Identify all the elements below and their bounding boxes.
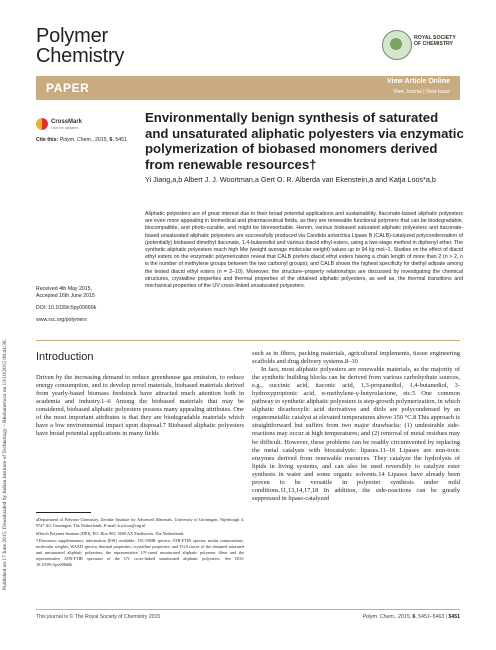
journal-url-link[interactable]: www.rsc.org/polymers <box>36 317 87 323</box>
article-type-bar <box>36 76 460 100</box>
journal-title[interactable] <box>36 26 124 66</box>
abstract: Aliphatic polyesters are of great interest due to their broad potential applications and sustainability. Itaconate-based aliphatic polyesters are even more appealing in biomedical and pharmaceutical fields, as they are renewable functional polymers that can be biodegradable, biocompatible, and photo-curable, and might be bioresorbable. Herein, various biobased saturated aliphatic polyesters and itaconate-based unsaturated aliphatic polyesters are successfully produced via Candida antarctica Lipase B (CALB)-catalyzed polycondensation of (potentially) biobased dimethyl itaconate, 1,4-butanediol and various diacid ethyl esters, using a two-stage method in diphenyl ether. The synthetic aliphatic polyesters reach high Mw (weight average molecular weight) values up to 94 kg mol−1. Studies on the effect of diacid ethyl esters on the enzymatic polymerization reveal that CALB prefers diacid ethyl esters having a chain length of more than 2 (n > 2, n is the number of methylene groups between the two carbonyl groups); and CALB shows the highest specificity for diethyl adipate among the tested diacid ethyl esters (n = 2–10). Moreover, the structure–property relationships are discussed by investigating the chemical structures, crystalline properties and thermal properties of the obtained aliphatic polyesters, as well as, the thermal transitions and mechanical properties of the UV cross-linked unsaturated polyesters. <box>145 211 463 290</box>
journal-title-line1: Polymer <box>36 25 108 47</box>
doi-link[interactable]: DOI: 10.1039/c5py00660k <box>36 305 97 311</box>
article-type-label: PAPER <box>46 81 90 95</box>
footer-volume: 6 <box>412 614 416 620</box>
footer-pages: , 5451–5463 | <box>415 614 449 620</box>
intro-paragraph-2: In fact, most aliphatic polyesters are renewable materials, as the majority of the synthetic building blocks can be derived from various carbohydrate sources, e.g., succinic acid, itaconic acid, 1,3-propanediol, 1,4-butanediol, 3-hydroxypropionic acid, α-methylene-γ-butyrolactone, etc.5 One common pathway to synthetic aliphatic polyesters is step-growth polymerization, in which aliphatic dicarboxylic acid derivatives and diols are polycondensed by an organometallic catalyst at elevated temperatures above 150 °C.8 This approach is straightforward but suffers from two major drawbacks: (1) undesirable side-reactions may occur at high temperatures; and (2) removal of metal residues may be difficult. However, these problems can be readily circumvented by replacing the metal catalysts with biocatalysts: lipases.11–16 Lipases are non-toxic enzymes derived from renewable resources. They catalyze the hydrolysis of lipids in living systems, and can also be used reversibly to catalyze ester synthesis in water and some organic solvents.14 Lipases have already been proven to be versatile in polyester synthesis under mild conditions.11,13,14,17,18 In addition, the side-reactions can be greatly suppressed in lipase-catalyzed <box>252 366 460 502</box>
download-notice: Published on 17 June 2015. Downloaded by Indian Institute of Technology – Bhubaneswar on 13/10/2015 08:44:36. <box>2 339 8 590</box>
cite-journal: Polym. Chem. <box>59 137 93 143</box>
cite-pages: , 5451 <box>112 137 127 143</box>
journal-title-line2: Chemistry <box>36 45 125 67</box>
footnote-rule <box>36 512 91 513</box>
crossmark-label: CrossMark <box>51 119 83 125</box>
view-article-online-link[interactable]: View Article Online <box>386 78 450 85</box>
footnote-esi: †Electronic supplementary information (ESI) available: 13C-NMR spectra, ATR-FTIR spectra; molar compositions, molecular weights, WAXD spectra, thermal properties, crystalline properties, and TGA traces of the obtained saturated and unsaturated aliphatic polyesters, the representative UV-cured unsaturated aliphatic polyester films and the representative ATR-FTIR spectrum of the UV cross-linked unsaturated aliphatic polyesters. See DOI: 10.1039/c5py00660k <box>36 538 244 567</box>
rsc-crest-icon <box>382 30 412 60</box>
citation-info <box>36 137 140 144</box>
cite-prefix: Cite this: <box>36 137 59 143</box>
crossmark-icon <box>36 118 48 130</box>
cite-volume: 6 <box>109 137 113 143</box>
crossmark-badge[interactable] <box>36 118 96 132</box>
author-list: Yi Jiang,a,b Albert J. J. Woortman,a Gert O. R. Alberda van Ekenstein,a and Katja Loos*a,b <box>145 175 436 184</box>
article-title: Environmentally benign synthesis of saturated and unsaturated aliphatic polyesters via enzymatic polymerization of biobased monomers derived from renewable resources† <box>145 110 464 172</box>
rsc-logo[interactable] <box>382 28 460 64</box>
footer-journal: Polym. Chem., 2015, <box>362 614 413 620</box>
introduction-heading: Introduction <box>36 351 94 363</box>
footer-page-number: 5451 <box>448 614 460 620</box>
section-divider <box>36 340 460 341</box>
footer-page-info <box>363 614 460 620</box>
accepted-date: Accepted 16th June 2015 <box>36 293 95 299</box>
body-column-left <box>36 374 244 438</box>
cite-details: , 2015, <box>92 137 110 143</box>
footer-copyright: This journal is © The Royal Society of Chemistry 2015 <box>36 614 161 620</box>
crossmark-sub: click for updates <box>51 126 79 130</box>
footnote-affiliation-a: aDepartment of Polymer Chemistry, Zernike Institute for Advanced Materials, University of Groningen, Nijenborgh 4, 9747 AG Groningen, The Netherlands. E-mail: k.u.loos@rug.nl <box>36 517 244 528</box>
received-date: Received 4th May 2015, <box>36 286 92 292</box>
footer-rule <box>36 609 460 610</box>
article-meta <box>36 286 140 324</box>
footnote-affiliation-b: bDutch Polymer Institute (DPI), P.O. Box 902, 5600 AX Eindhoven, The Netherlands <box>36 530 184 536</box>
footnotes <box>36 517 244 570</box>
intro-paragraph-continued: such as in fibers, packing materials, agricultural implements, tissue engineering scaffolds and drug delivery systems.8–10 <box>252 350 460 366</box>
rsc-logo-text: ROYAL SOCIETY OF CHEMISTRY <box>414 35 456 48</box>
intro-paragraph: Driven by the increasing demand to reduce greenhouse gas emission, to reduce energy consumption, and to develop novel materials, biobased materials derived from yearly-based biomass feedstock have attracted much attention both in academia and industry.1–6 Among the biobased materials that may be considered, biobased aliphatic polyesters possess many appealing attributes. One of the most important attributes is that they are biodegradable materials which have a low environmental impact upon disposal.7 Biobased aliphatic polyesters have broad potential applications in many fields <box>36 374 244 438</box>
view-journal-issue-link[interactable]: View Journal | View Issue <box>393 89 450 95</box>
body-column-right <box>252 350 460 503</box>
